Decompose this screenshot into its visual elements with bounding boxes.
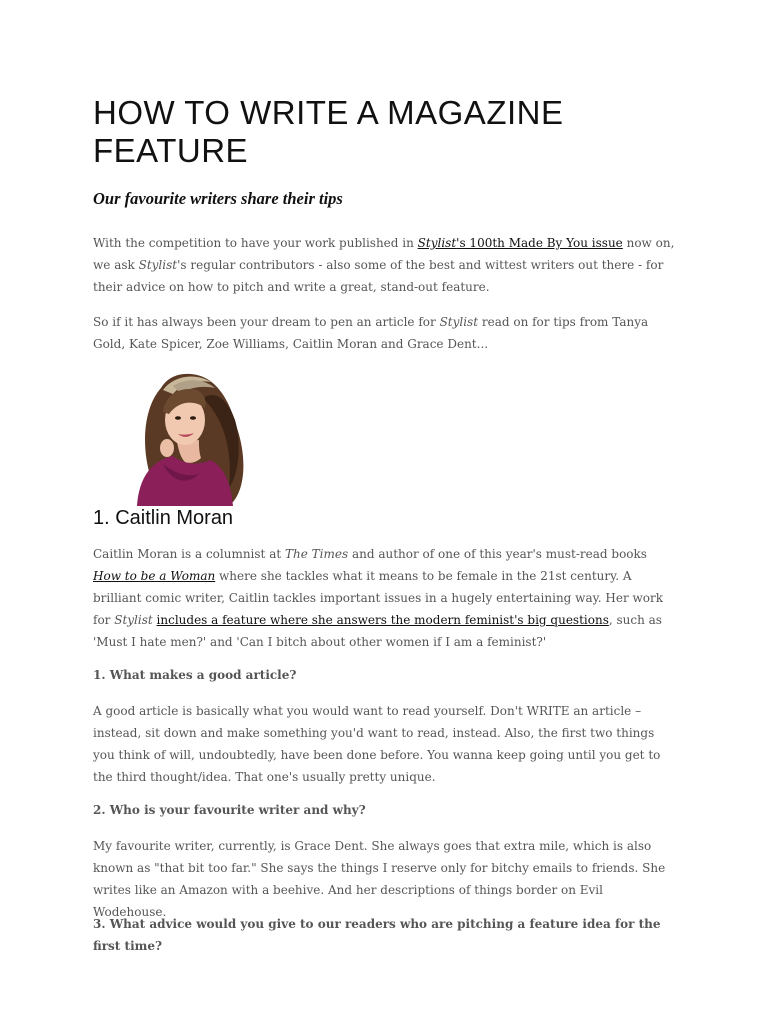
bio-text: , such as 'Must I hate men?' and 'Can I bitch about other women if I am a feminist?'	[93, 613, 662, 649]
question-1: 1. What makes a good article?	[93, 668, 297, 682]
bio-text: and author of one of this year's must-read books	[348, 547, 647, 561]
made-by-you-issue-link[interactable]: Stylist's 100th Made By You issue	[417, 236, 623, 250]
intro-paragraph-2	[93, 311, 678, 355]
feminist-questions-feature-link[interactable]: includes a feature where she answers the modern feminist's big questions	[156, 613, 609, 627]
intro-text: now on, we ask	[93, 236, 675, 272]
article-subtitle: Our favourite writers share their tips	[93, 189, 343, 208]
article-title: HOW TO WRITE A MAGAZINE FEATURE	[93, 94, 564, 169]
bio-text-italic: Stylist	[114, 613, 153, 627]
bio-text: where she tackles what it means to be female in the 21st century. A brilliant comic writer, Caitlin tackles important issues in a hugely entertaining way. Her work for	[93, 569, 664, 627]
bio-text-italic: The Times	[284, 547, 349, 561]
question-2: 2. Who is your favourite writer and why?	[93, 803, 366, 817]
bio-text: Caitlin Moran is a columnist at	[93, 547, 285, 561]
answer-1: A good article is basically what you would want to read yourself. Don't WRITE an article – instead, sit down and make something you'd want to read, instead. Also, the first two things you think of will, undoubtedly, have been done before. You wanna keep going until you get to the third thought/idea. That one's usually pretty unique.	[93, 704, 661, 784]
intro-text-italic: Stylist	[138, 258, 178, 272]
intro-paragraph-1	[93, 232, 678, 298]
answer-2: My favourite writer, currently, is Grace Dent. She always goes that extra mile, which is also known as "that bit too far." She says the things I reserve only for bitchy emails to friends. She writes like an Amazon with a beehive. And her descriptions of things border on Evil Wodehouse.	[93, 839, 666, 919]
caitlin-bio-paragraph	[93, 543, 678, 653]
intro-text: read on for tips from Tanya Gold, Kate Spicer, Zoe Williams, Caitlin Moran and Grace Dent...	[93, 315, 649, 351]
intro-text: With the competition to have your work published in	[93, 236, 418, 250]
caitlin-moran-portrait	[133, 368, 247, 506]
intro-text: So if it has always been your dream to pen an article for	[93, 315, 440, 329]
section-heading-caitlin-moran: 1. Caitlin Moran	[93, 507, 234, 529]
intro-text-italic: Stylist	[439, 315, 479, 329]
how-to-be-a-woman-link[interactable]: How to be a Woman	[93, 569, 216, 583]
question-3: 3. What advice would you give to our readers who are pitching a feature idea for the first time?	[93, 917, 661, 953]
intro-text: 's regular contributors - also some of the best and wittest writers out there - for their advice on how to pitch and write a great, stand-out feature.	[93, 258, 664, 294]
